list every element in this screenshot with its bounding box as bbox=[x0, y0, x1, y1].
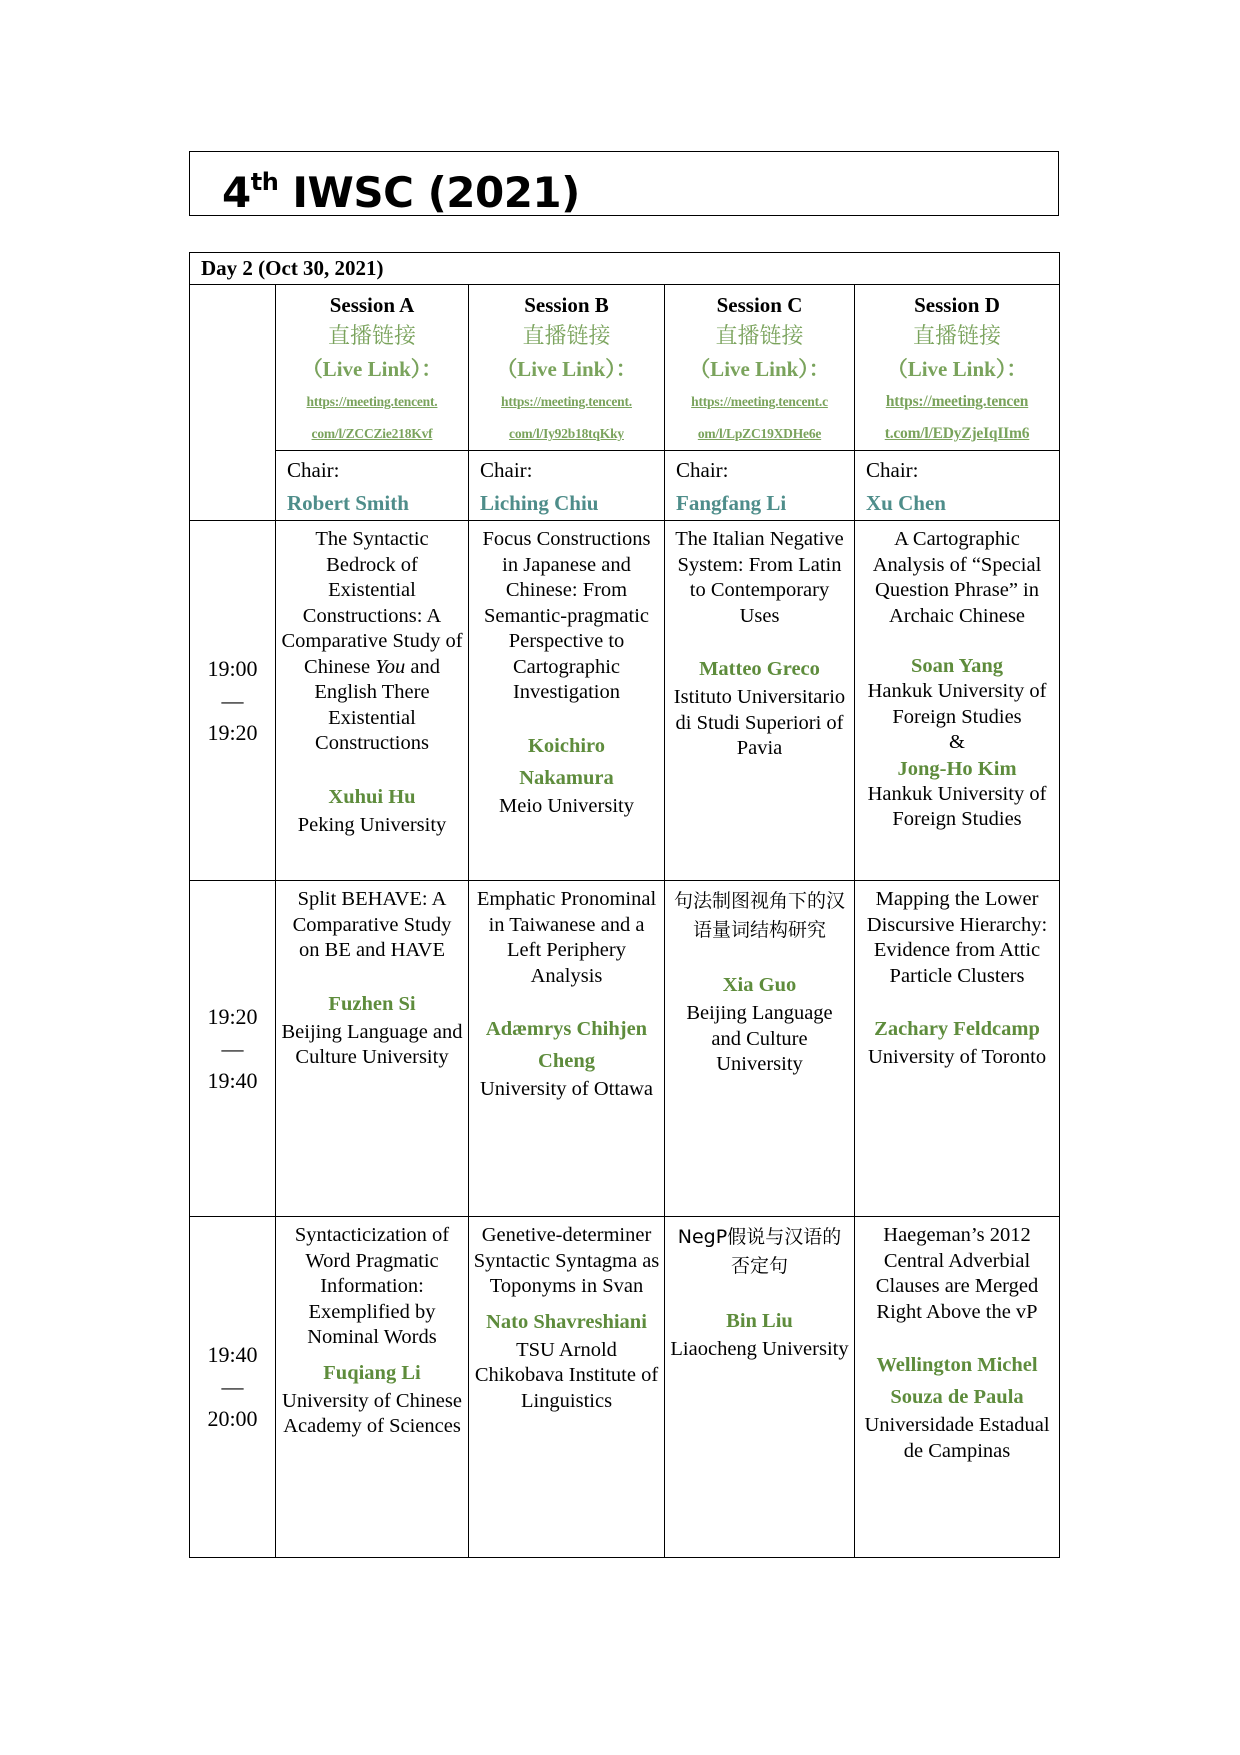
speaker-name: Xia Guo bbox=[722, 974, 797, 996]
chair-label: Chair: bbox=[866, 458, 919, 482]
talk-title: Mapping the Lower Discursive Hierarchy: Evidence from Attic Particle Clusters bbox=[866, 888, 1048, 987]
talk-title: Syntacticization of Word Pragmatic Information: Exemplified by Nominal Words bbox=[294, 1224, 450, 1348]
session-c-header bbox=[665, 285, 855, 451]
talk-title: Focus Constructions in Japanese and Chinese: From Semantic-pragmatic Perspective to Cartographic Investigation bbox=[482, 528, 651, 703]
speaker-name: Matteo Greco bbox=[699, 658, 820, 680]
chair-cell bbox=[276, 451, 469, 521]
time-dash: — bbox=[221, 1035, 244, 1061]
chair-cell bbox=[665, 451, 855, 521]
talk-cell bbox=[469, 1217, 665, 1558]
talk-cell bbox=[469, 521, 665, 881]
chair-label: Chair: bbox=[287, 458, 340, 482]
time-start: 19:40 bbox=[207, 1342, 258, 1367]
time-start: 19:20 bbox=[207, 1003, 258, 1029]
talk-title: Haegeman’s 2012 Central Adverbial Clauses are Merged Right Above the vP bbox=[875, 1224, 1039, 1323]
speaker-name: Zachary Feldcamp bbox=[874, 1018, 1040, 1040]
chair-name: Xu Chen bbox=[866, 491, 946, 515]
affiliation: TSU Arnold Chikobava Institute of Linguistics bbox=[474, 1338, 659, 1412]
live-link-en: （Live Link）： bbox=[886, 357, 1028, 381]
speaker-name: Xuhui Hu bbox=[328, 785, 416, 808]
title-box bbox=[189, 151, 1059, 216]
time-start: 19:00 bbox=[207, 655, 258, 681]
session-a-header bbox=[276, 285, 469, 451]
talk-title: 句法制图视角下的汉语量词结构研究 bbox=[673, 890, 845, 941]
affiliation: Meio University bbox=[499, 794, 634, 817]
talk-cell bbox=[855, 1217, 1060, 1558]
page-title: 4th IWSC (2021) bbox=[222, 168, 580, 217]
session-name: Session B bbox=[524, 293, 609, 317]
time-dash: — bbox=[221, 687, 244, 713]
speaker-name: Fuzhen Si bbox=[328, 992, 416, 1015]
session-name: Session D bbox=[914, 293, 1000, 317]
speaker-name: Koichiro Nakamura bbox=[519, 734, 614, 789]
talk-cell bbox=[276, 881, 469, 1217]
live-link-url[interactable]: https://meeting.tencent.c om/l/LpZC19XDHe6e bbox=[691, 394, 828, 441]
talk-cell bbox=[276, 1217, 469, 1558]
affiliation: Beijing Language and Culture University bbox=[281, 1020, 463, 1068]
talk-title: Emphatic Pronominal in Taiwanese and a Left Periphery Analysis bbox=[476, 888, 657, 987]
time-end: 19:20 bbox=[207, 719, 258, 745]
talk-title: A Cartographic Analysis of “Special Question Phrase” in Archaic Chinese bbox=[872, 528, 1042, 627]
live-link-en: （Live Link）： bbox=[689, 357, 830, 381]
talk-cell bbox=[855, 521, 1060, 881]
ampersand: & bbox=[949, 731, 965, 753]
affiliation: University of Toronto bbox=[867, 1046, 1047, 1068]
affiliation: University of Ottawa bbox=[479, 1078, 654, 1100]
talk-title: NegP假说与汉语的否定句 bbox=[677, 1226, 842, 1277]
talk-title: Genetive-determiner Syntactic Syntagma as Toponyms in Svan bbox=[473, 1224, 660, 1297]
talk-cell bbox=[469, 881, 665, 1217]
time-dash: — bbox=[221, 1374, 244, 1399]
live-link-cn: 直播链接 bbox=[327, 324, 416, 349]
live-link-cn: 直播链接 bbox=[715, 324, 804, 349]
chair-cell bbox=[855, 451, 1060, 521]
speaker-name: Soan Yang bbox=[910, 655, 1004, 677]
session-b-header bbox=[469, 285, 665, 451]
affiliation: University of Chinese Academy of Sciences bbox=[282, 1389, 462, 1437]
chair-cell bbox=[469, 451, 665, 521]
talk-cell bbox=[276, 521, 469, 881]
chair-label: Chair: bbox=[676, 458, 729, 482]
live-link-url[interactable]: https://meeting.tencent. com/l/Iy92b18tqKky bbox=[501, 394, 632, 441]
live-link-en: （Live Link）： bbox=[301, 357, 443, 381]
day-label: Day 2 (Oct 30, 2021) bbox=[190, 253, 1060, 285]
affiliation: Hankuk University of Foreign Studies bbox=[867, 782, 1047, 830]
speaker-name: Nato Shavreshiani bbox=[486, 1310, 647, 1333]
speaker-name: Wellington Michel Souza de Paula bbox=[876, 1354, 1038, 1408]
talk-cell bbox=[665, 881, 855, 1217]
talk-cell bbox=[665, 521, 855, 881]
affiliation: Liaocheng University bbox=[670, 1338, 849, 1360]
speaker-name: Fuqiang Li bbox=[323, 1361, 421, 1384]
live-link-en: （Live Link）： bbox=[496, 357, 637, 381]
talk-title: The Syntactic Bedrock of Existential Constructions: A Comparative Study of Chinese You and English There Existential Constructions bbox=[281, 528, 463, 754]
live-link-url[interactable]: https://meeting.tencent. com/l/ZCCZie218Kvf bbox=[306, 394, 438, 441]
talk-title: Split BEHAVE: A Comparative Study on BE and HAVE bbox=[292, 888, 452, 961]
talk-title: The Italian Negative System: From Latin to Contemporary Uses bbox=[675, 528, 844, 627]
affiliation: Istituto Universitario di Studi Superiori of Pavia bbox=[673, 686, 846, 759]
session-name: Session A bbox=[329, 293, 415, 317]
time-end: 19:40 bbox=[207, 1067, 258, 1093]
schedule-table bbox=[189, 252, 1060, 1558]
empty-corner-cell bbox=[190, 285, 276, 521]
talk-cell bbox=[665, 1217, 855, 1558]
affiliation: Hankuk University of Foreign Studies bbox=[867, 680, 1047, 728]
time-slot-2 bbox=[190, 881, 276, 1217]
chair-name: Fangfang Li bbox=[676, 491, 787, 515]
time-slot-3 bbox=[190, 1217, 276, 1558]
session-name: Session C bbox=[716, 293, 803, 317]
session-d-header bbox=[855, 285, 1060, 451]
time-end: 20:00 bbox=[207, 1406, 258, 1431]
affiliation: Universidade Estadual de Campinas bbox=[864, 1414, 1050, 1462]
live-link-url[interactable]: https://meeting.tencen t.com/l/EDyZjeIqIIm6 bbox=[884, 393, 1030, 442]
live-link-cn: 直播链接 bbox=[913, 324, 1002, 349]
time-slot-1 bbox=[190, 521, 276, 881]
speaker-name: Bin Liu bbox=[726, 1310, 793, 1332]
live-link-cn: 直播链接 bbox=[522, 324, 611, 349]
affiliation: Beijing Language and Culture University bbox=[686, 1002, 833, 1075]
speaker-name: Jong-Ho Kim bbox=[897, 757, 1017, 780]
chair-name: Liching Chiu bbox=[480, 491, 599, 515]
chair-name: Robert Smith bbox=[287, 491, 409, 515]
chair-label: Chair: bbox=[480, 458, 533, 482]
affiliation: Peking University bbox=[297, 813, 447, 836]
speaker-name: Adæmrys Chihjen Cheng bbox=[485, 1018, 648, 1072]
talk-cell bbox=[855, 881, 1060, 1217]
